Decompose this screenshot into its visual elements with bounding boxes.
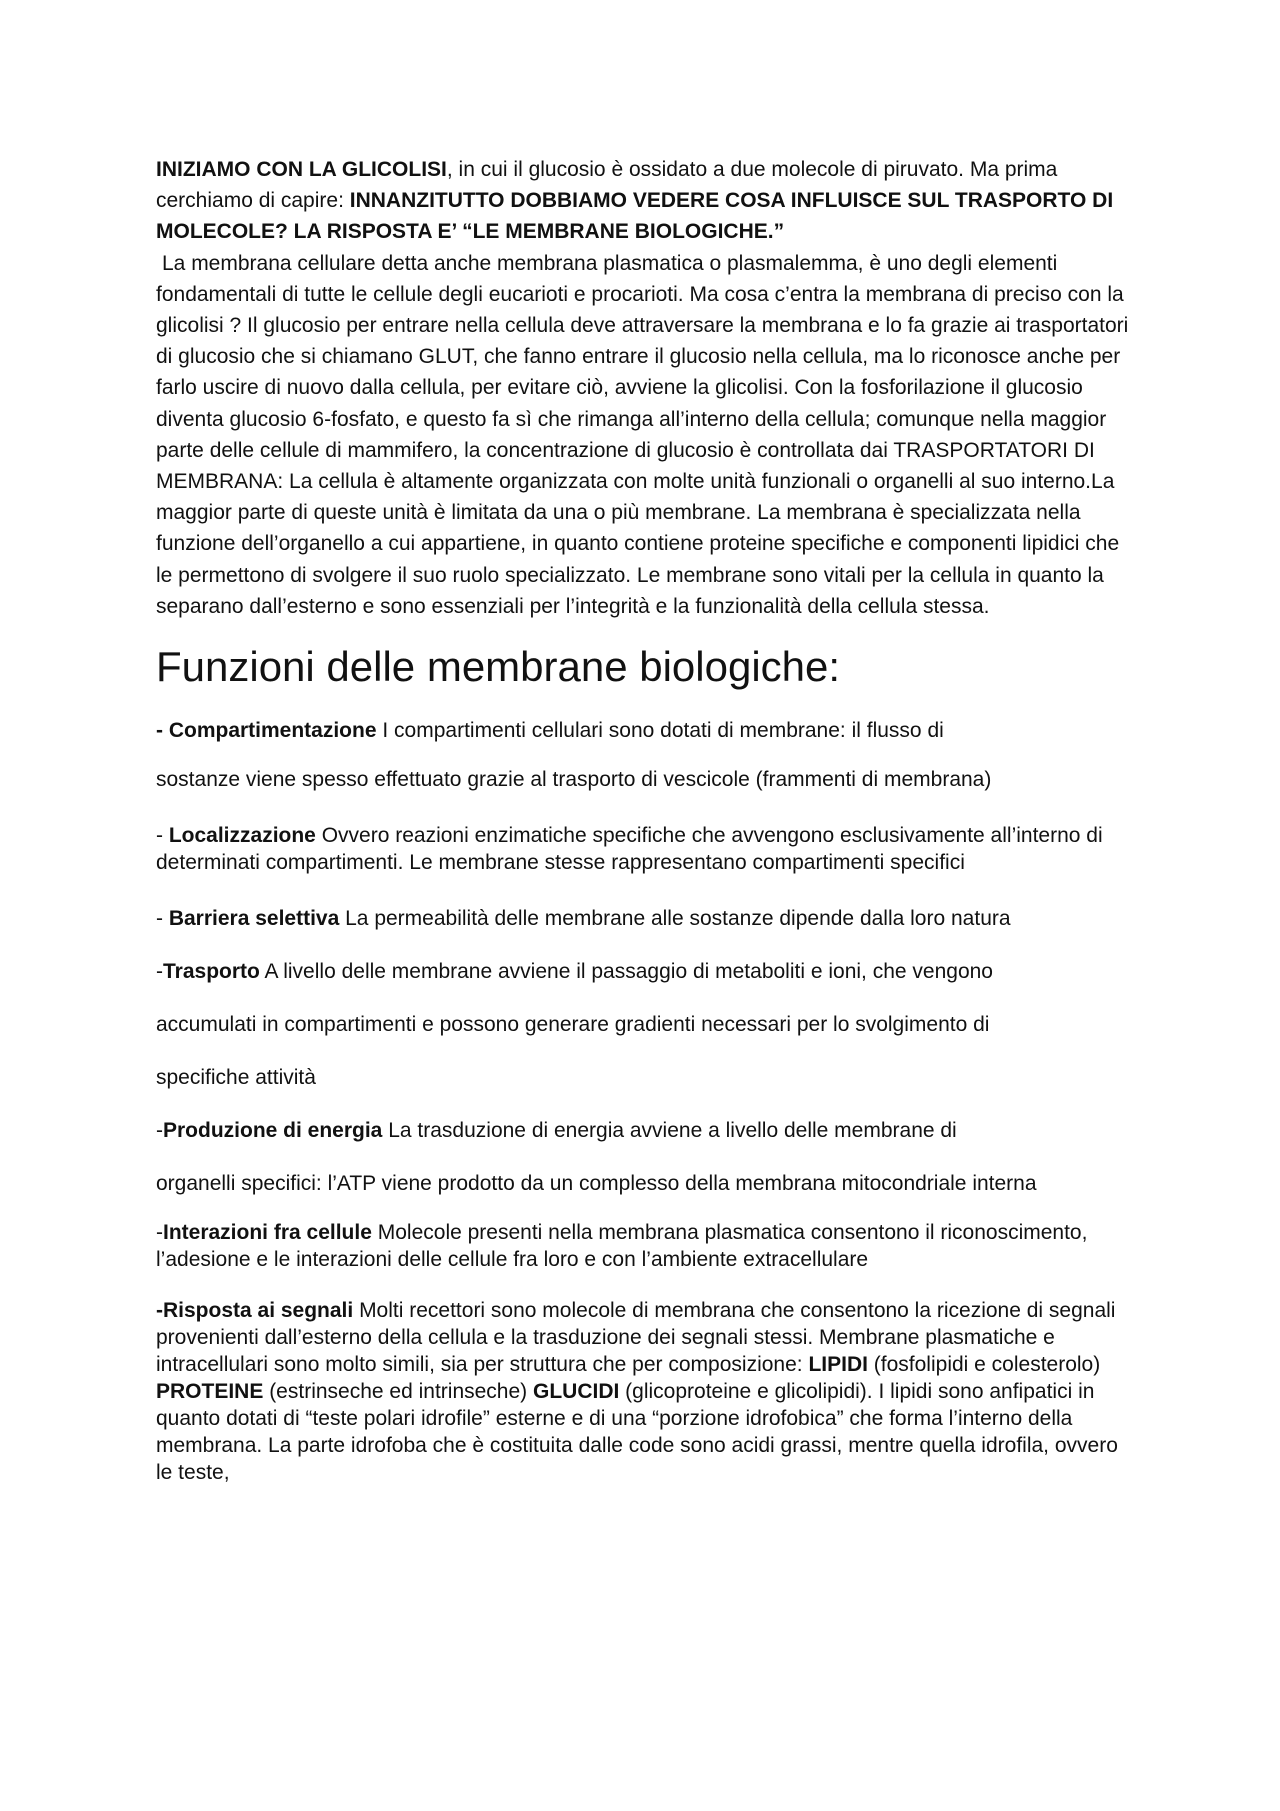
intro-bold-1: INIZIAMO CON LA GLICOLISI: [156, 158, 447, 181]
intro-bold-2: INNANZITUTTO DOBBIAMO VEDERE COSA INFLUISCE SUL TRASPORTO DI MOLECOLE? LA RISPOSTA E’ “LE MEMBRANE BIOLOGICHE.”: [156, 189, 1114, 244]
function-interazioni-cellule: [156, 1219, 1130, 1273]
intro-paragraph: [156, 154, 1130, 248]
final-paragraph: [156, 1297, 1130, 1486]
function-title: Localizzazione: [168, 824, 316, 848]
function-prefix: -: [156, 907, 169, 931]
final-bold-lipidi: LIPIDI: [808, 1353, 868, 1377]
function-text: Molecole presenti nella membrana plasmatica consentono il riconoscimento, l’adesione e le interazioni delle cellule fra loro e con l’ambiente extracellulare: [156, 1221, 1088, 1272]
function-line: La trasduzione di energia avviene a livello delle membrane di: [388, 1119, 957, 1143]
function-text: organelli specifici: l’ATP viene prodotto da un complesso della membrana mitocondriale interna: [156, 1172, 1037, 1196]
final-bold-1: -Risposta ai segnali: [156, 1299, 354, 1323]
function-text: Ovvero reazioni enzimatiche specifiche che avvengono esclusivamente all’interno di determinati compartimenti. Le membrane stesse rappresentano compartimenti specifici: [156, 824, 1103, 875]
function-line: sostanze viene spesso effettuato grazie al trasporto di vescicole (frammenti di membrana): [156, 768, 992, 792]
function-line: A livello delle membrane avviene il passaggio di metaboliti e ioni, che vengono: [264, 960, 993, 984]
function-localizzazione: [156, 822, 1130, 876]
function-line: specifiche attività: [156, 1066, 316, 1090]
function-title: Produzione di energia: [163, 1119, 383, 1143]
function-prefix: -: [156, 1221, 163, 1245]
intro-text-1: , in cui il glucosio è ossidato a due molecole di piruvato. Ma prima cerchiamo di capire:: [156, 158, 1058, 213]
function-title: - Compartimentazione: [156, 719, 377, 743]
function-prefix: -: [156, 960, 163, 984]
function-text: La permeabilità delle membrane alle sostanze dipende dalla loro natura: [345, 907, 1011, 931]
final-bold-glucidi: GLUCIDI: [533, 1380, 620, 1404]
final-text-2: (fosfolipidi e colesterolo): [867, 1353, 1101, 1377]
function-produzione-energia: [156, 1104, 1130, 1197]
final-bold-proteine: PROTEINE: [156, 1380, 264, 1404]
function-trasporto: [156, 945, 1130, 1104]
final-text-3: (estrinseche ed intrinseche): [263, 1380, 533, 1404]
function-line: I compartimenti cellulari sono dotati di membrane: il flusso di: [382, 719, 944, 743]
section-heading: Funzioni delle membrane biologiche:: [156, 643, 841, 691]
function-title: Trasporto: [163, 960, 260, 984]
function-line: accumulati in compartimenti e possono generare gradienti necessari per lo svolgimento di: [156, 1013, 990, 1037]
function-title: Barriera selettiva: [168, 907, 340, 931]
intro-body: La membrana cellulare detta anche membrana plasmatica o plasmalemma, è uno degli elementi fondamentali di tutte le cellule degli eucarioti e procarioti. Ma cosa c’entra la membrana di preciso con la glicolisi ? Il glucosio per entrare nella cellula deve attraversare la membrana e lo fa grazie ai trasportatori di glucosio che si chiamano GLUT, che fanno entrare il glucosio nella cellula, ma lo riconosce anche per farlo uscire di nuovo dalla cellula, per evitare ciò, avviene la glicolisi. Con la fosforilazione il glucosio diventa glucosio 6-fosfato, e questo fa sì che rimanga all’interno della cellula; comunque nella maggior parte delle cellule di mammifero, la concentrazione di glucosio è controllata dai TRASPORTATORI DI MEMBRANA: La cellula è altamente organizzata con molte unità funzionali o organelli al suo interno.La maggior parte di queste unità è limitata da una o più membrane. La membrana è specializzata nella funzione dell’organello a cui appartiene, in quanto contiene proteine specifiche e componenti lipidici che le permettono di svolgere il suo ruolo specializzato. Le membrane sono vitali per la cellula in quanto la separano dall’esterno e sono essenziali per l’integrità e la funzionalità della cellula stessa.: [156, 251, 1129, 618]
function-barriera-selettiva: [156, 892, 1130, 945]
function-title: Interazioni fra cellule: [163, 1221, 372, 1245]
function-compartimentazione: [156, 704, 1130, 806]
function-prefix: -: [156, 824, 169, 848]
final-text-1: Molti recettori sono molecole di membrana che consentono la ricezione di segnali provenienti dall’esterno della cellula e la trasduzione dei segnali stessi. Membrane plasmatiche e intracellulari sono molto simili, sia per struttura che per composizione:: [156, 1299, 1116, 1377]
final-text-4: (glicoproteine e glicolipidi). I lipidi sono anfipatici in quanto dotati di “teste polari idrofile” esterne e di una “porzione idrofobica” che forma l’interno della membrana. La parte idrofoba che è costituita dalle code sono acidi grassi, mentre quella idrofila, ovvero le teste,: [156, 1380, 1118, 1485]
function-prefix: -: [156, 1119, 163, 1143]
